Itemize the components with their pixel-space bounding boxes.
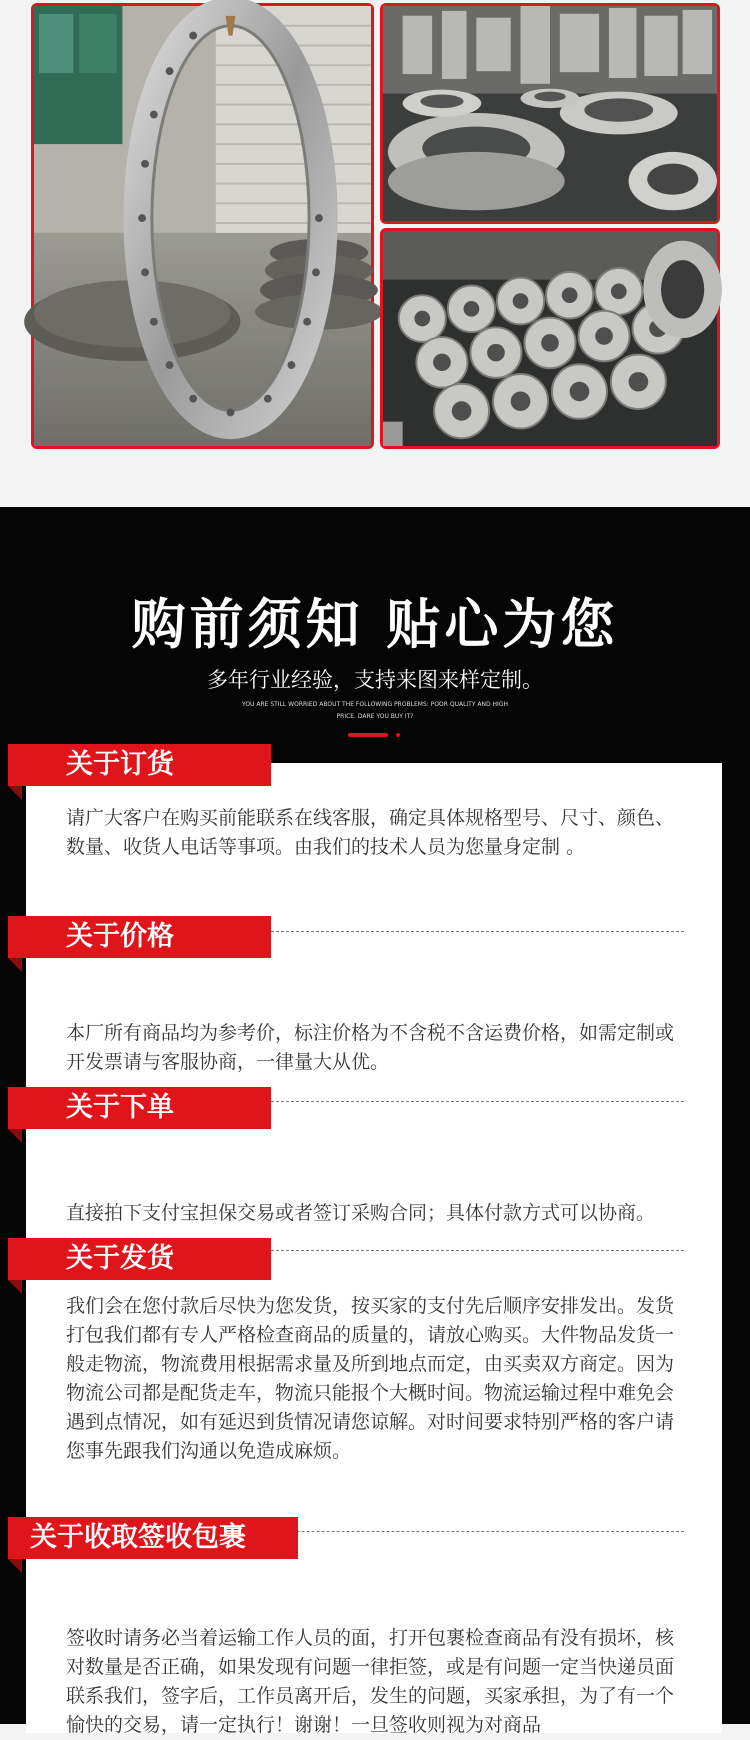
section-tag-price [8,916,271,958]
large-flange-photo [31,3,374,449]
section-title: 关于下单 [66,1092,174,1123]
title-underline-dot [396,733,400,737]
section-title: 关于发货 [66,1243,174,1274]
purchase-notice-section [0,507,750,1736]
notice-subtitle: 多年行业经验，支持来图来样定制。 [207,668,543,692]
section-text-ordering: 直接拍下支付宝担保交易或者签订采购合同；具体付款方式可以协商。 [66,1202,656,1224]
section-tag-receiving [8,1517,298,1559]
notice-english-line: PRICE. DARE YOU BUY IT? [336,713,414,720]
section-title: 关于价格 [66,921,174,952]
notice-english-line: YOU ARE STILL WORRIED ABOUT THE FOLLOWING PROBLEMS: POOR QUALITY AND HIGH [242,701,508,708]
product-photo-gallery [0,0,750,490]
section-text-price: 本厂所有商品均为参考价，标注价格为不含税不含运费价格，如需定制或开发票请与客服协商，一律量大从优。 [66,1022,675,1073]
section-title: 关于订货 [66,749,174,780]
section-text-receiving: 签收时请务必当着运输工作人员的面，打开包裹检查商品有没有损坏，核对数量是否正确，如果发现有问题一律拒签，或是有问题一定当快递员面联系我们，签字后，工作员离开后，发生的问题，买家承担，为了有一个愉快的交易，请一定执行！谢谢！一旦签收则视为对商品 [66,1627,675,1736]
tag-fold-decoration [8,958,22,972]
tag-fold-decoration [8,1559,22,1573]
notice-title: 购前须知 贴心为您 [131,593,619,656]
flange-stack-photo [380,3,720,224]
title-underline-dash [348,733,388,737]
tag-fold-decoration [8,1280,22,1294]
tag-fold-decoration [8,786,22,800]
section-tag-order [8,744,271,786]
section-tag-shipping [8,1238,271,1280]
section-tag-ordering [8,1087,271,1129]
section-text-order: 请广大客户在购买前能联系在线客服，确定具体规格型号、尺寸、颜色、数量、收货人电话等事项。由我们的技术人员为您量身定制 。 [66,807,675,858]
section-title: 关于收取签收包裹 [30,1522,246,1553]
tag-fold-decoration [8,1129,22,1143]
weld-neck-flanges-photo [380,228,720,449]
section-text-shipping: 我们会在您付款后尽快为您发货，按买家的支付先后顺序安排发出。发货打包我们都有专人严格检查商品的质量的，请放心购买。大件物品发货一般走物流，物流费用根据需求量及所到地点而定，由买卖双方商定。因为物流公司都是配货走车，物流只能报个大概时间。物流运输过程中难免会遇到点情况，如有延迟到货情况请您谅解。对时间要求特别严格的客户请您事先跟我们沟通以免造成麻烦。 [66,1295,675,1462]
notice-english-text [225,699,525,723]
